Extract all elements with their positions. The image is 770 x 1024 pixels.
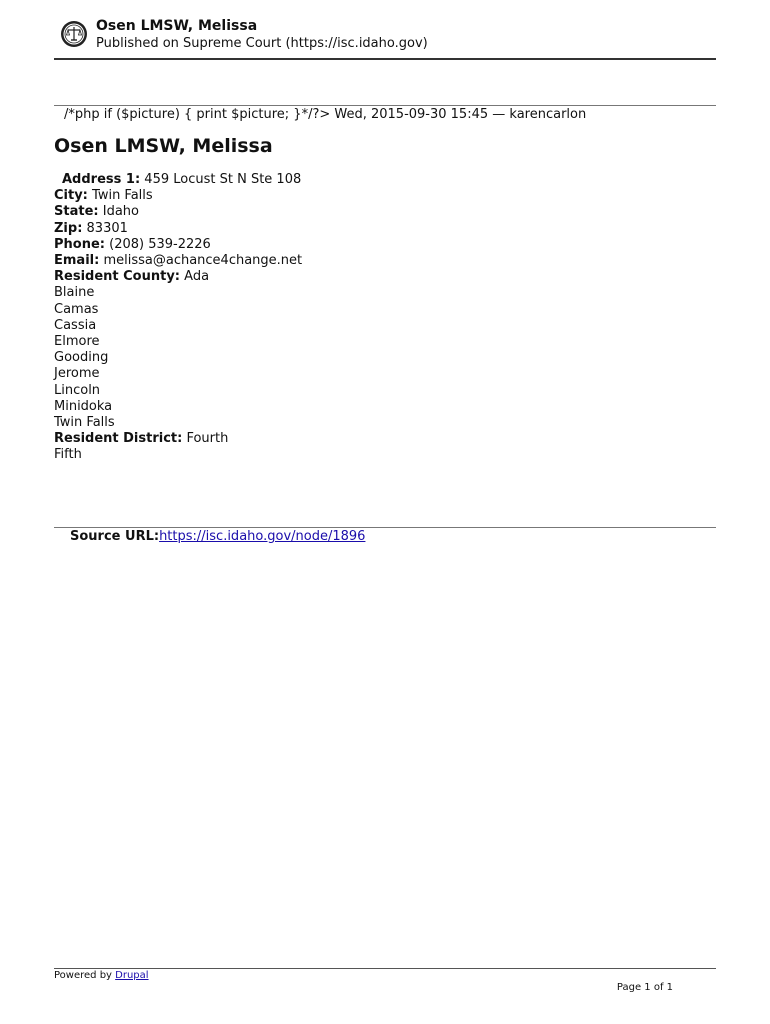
- field-value: melissa@achance4change.net: [103, 253, 303, 269]
- field-value: (208) 539-2226: [109, 236, 211, 252]
- powered-by-text: Powered by: [54, 970, 112, 981]
- county-item: Minidoka: [54, 398, 113, 414]
- county-item: Camas: [54, 301, 99, 317]
- field-label: Address 1:: [62, 172, 141, 187]
- source-label: Source URL:: [70, 529, 160, 544]
- court-seal-icon: [60, 20, 88, 48]
- field-label: Email:: [54, 253, 100, 269]
- county-item: Elmore: [54, 334, 100, 350]
- district-item: Fourth: [186, 431, 229, 447]
- published-on: Published on Supreme Court (https://isc.idaho.gov): [96, 36, 428, 51]
- field-label: Resident District:: [54, 431, 183, 447]
- field-email: [54, 253, 302, 269]
- field-city: [54, 188, 302, 204]
- field-state: [54, 204, 302, 220]
- district-item: Fifth: [54, 447, 82, 463]
- header-title: Osen LMSW, Melissa: [96, 18, 258, 34]
- field-value: 83301: [86, 220, 128, 236]
- county-item: Gooding: [54, 350, 109, 366]
- field-label: Zip:: [54, 220, 83, 236]
- page-footer: [54, 968, 716, 993]
- county-item: Twin Falls: [54, 415, 115, 431]
- page-number: Page 1 of 1: [616, 982, 673, 993]
- field-zip: [54, 221, 302, 237]
- field-label: City:: [54, 188, 88, 204]
- meta-line: [54, 105, 716, 122]
- county-item: Lincoln: [54, 382, 101, 398]
- field-value: Twin Falls: [92, 188, 153, 204]
- field-value: Idaho: [102, 204, 139, 220]
- page-header: [54, 16, 716, 60]
- county-item: Jerome: [54, 366, 100, 382]
- field-value: 459 Locust St N Ste 108: [144, 172, 302, 187]
- county-item: Cassia: [54, 317, 97, 333]
- source-link[interactable]: https://isc.idaho.gov/node/1896: [159, 529, 366, 544]
- field-resident-district: [54, 431, 302, 447]
- field-address-1: [54, 172, 302, 188]
- drupal-link[interactable]: Drupal: [115, 970, 149, 981]
- node-title: Osen LMSW, Melissa: [54, 135, 273, 157]
- meta-text: /*php if ($picture) { print $picture; }*/?> Wed, 2015-09-30 15:45 — karencarlon: [64, 107, 587, 122]
- field-label: State:: [54, 204, 99, 220]
- county-item: Blaine: [54, 285, 95, 301]
- county-item: Ada: [184, 269, 210, 285]
- field-phone: [54, 237, 302, 253]
- source-url: [54, 527, 716, 544]
- field-label: Resident County:: [54, 269, 181, 285]
- powered-by: [54, 970, 149, 981]
- contact-fields: [54, 172, 302, 464]
- field-label: Phone:: [54, 236, 105, 252]
- field-resident-county: [54, 269, 302, 285]
